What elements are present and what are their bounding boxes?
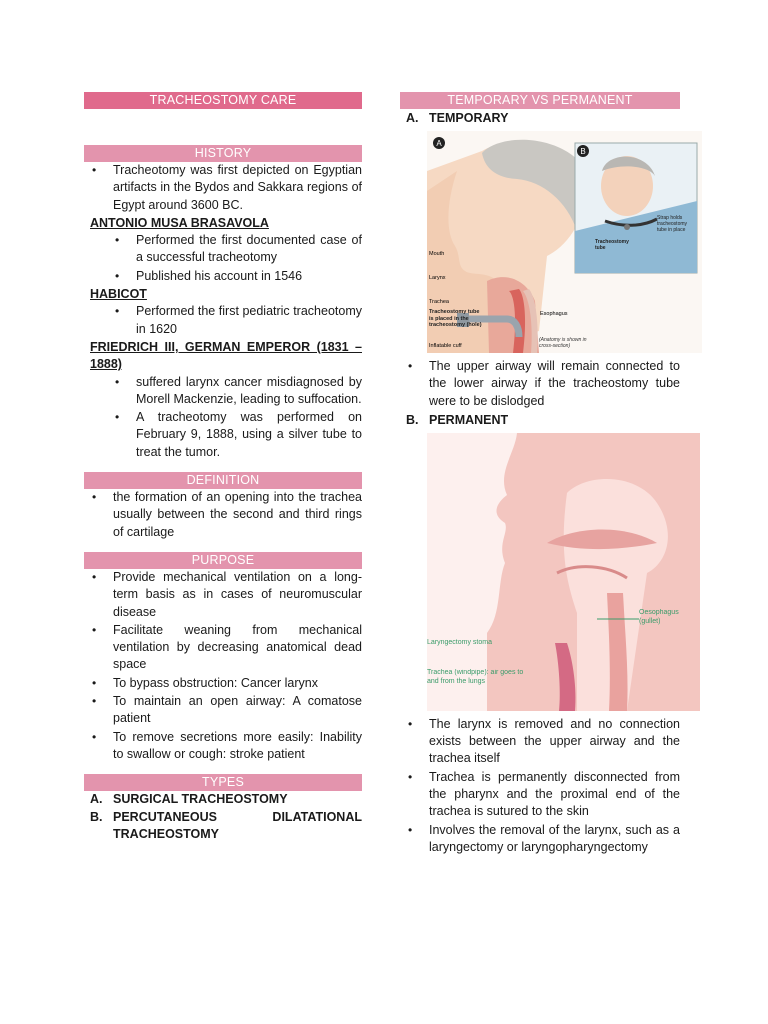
- permanent-illustration: [427, 433, 700, 711]
- label-anatomy: (Anatomy is shown in cross-section): [539, 337, 587, 349]
- purpose-item: • To bypass obstruction: Cancer larynx: [84, 675, 362, 692]
- label-trachea: Trachea: [429, 299, 449, 305]
- label-cuff: Inflatable cuff: [429, 343, 462, 349]
- person-heading-habicot: HABICOT: [90, 287, 147, 302]
- label-tube-b: Tracheostomy tube: [595, 239, 629, 251]
- temporary-item: • The upper airway will remain connected to the lower airway if the tracheostomy tube were to be dislodged: [400, 358, 680, 410]
- figure-label-a: A: [436, 139, 442, 148]
- label-trachea-windpipe: Trachea (windpipe): air goes to and from the lungs: [427, 668, 524, 685]
- left-column: [84, 92, 362, 843]
- list-item: • A tracheotomy was performed on February 9, 1888, using a silver tube to treat the tumor.: [84, 409, 362, 461]
- type-text: PERCUTANEOUS DILATATIONAL TRACHEOSTOMY: [113, 809, 362, 841]
- permanent-item: • Involves the removal of the larynx, such as a laryngectomy or laryngopharyngectomy: [400, 822, 680, 857]
- temporary-heading: [400, 109, 680, 127]
- definition-item: • the formation of an opening into the trachea usually between the second and third rings of cartilage: [84, 489, 362, 541]
- temporary-illustration: [427, 131, 702, 353]
- type-item: [84, 791, 362, 808]
- permanent-item: • The larynx is removed and no connection exists between the upper airway and the trachea itself: [400, 716, 680, 768]
- section-marker: A.: [406, 111, 419, 125]
- type-item: [84, 809, 362, 844]
- label-esophagus: Esophagus: [540, 311, 568, 317]
- label-oesophagus: Oesophagus (gullet): [639, 608, 679, 625]
- history-list: [84, 162, 362, 214]
- right-column: [400, 92, 688, 857]
- permanent-item: • Trachea is permanently disconnected from the pharynx and the proximal end of the trachea is sutured to the skin: [400, 769, 680, 821]
- list-item: • suffered larynx cancer misdiagnosed by Morell Mackenzie, leading to suffocation.: [84, 374, 362, 409]
- history-intro: • Tracheotomy was first depicted on Egyptian artifacts in the Bydos and Sakkara regions of Egypt around 3600 BC.: [84, 162, 362, 214]
- label-strap: Strap holds tracheostomy tube in place: [657, 215, 688, 233]
- temporary-tracheostomy-figure: [427, 131, 688, 356]
- types-heading: TYPES: [84, 774, 362, 791]
- list-item: • Performed the first pediatric tracheotomy in 1620: [84, 303, 362, 338]
- section-title: TEMPORARY: [429, 111, 509, 125]
- page-title: TRACHEOSTOMY CARE: [84, 92, 362, 109]
- purpose-item: • To maintain an open airway: A comatose patient: [84, 693, 362, 728]
- label-stoma: Laryngectomy stoma: [427, 638, 492, 646]
- type-text: SURGICAL TRACHEOSTOMY: [113, 792, 288, 807]
- purpose-heading: PURPOSE: [84, 552, 362, 569]
- person-heading-friedrich: FRIEDRICH III, GERMAN EMPEROR (1831 – 1888): [90, 339, 362, 372]
- figure-label-b: B: [580, 147, 586, 156]
- list-item: • Performed the first documented case of a successful tracheotomy: [84, 232, 362, 267]
- type-marker: B.: [90, 809, 103, 824]
- type-marker: A.: [90, 792, 103, 807]
- purpose-item: • Facilitate weaning from mechanical ventilation by decreasing anatomical dead space: [84, 622, 362, 674]
- label-larynx: Larynx: [429, 275, 446, 281]
- section-title: PERMANENT: [429, 412, 509, 427]
- purpose-item: • Provide mechanical ventilation on a long-term basis as in cases of neuromuscular disease: [84, 569, 362, 621]
- permanent-tracheostomy-figure: [427, 433, 680, 714]
- list-item: • Published his account in 1546: [84, 268, 362, 285]
- comparison-heading: TEMPORARY VS PERMANENT: [400, 92, 680, 109]
- purpose-item: • To remove secretions more easily: Inability to swallow or cough: stroke patient: [84, 729, 362, 764]
- definition-heading: DEFINITION: [84, 472, 362, 489]
- label-mouth: Mouth: [429, 251, 445, 257]
- section-marker: B.: [406, 412, 419, 427]
- history-heading: HISTORY: [84, 145, 362, 162]
- permanent-heading: [400, 411, 680, 429]
- label-tube: Tracheostomy tube is placed in the tracheostomy (hole): [429, 309, 482, 328]
- person-heading-brasavola: ANTONIO MUSA BRASAVOLA: [90, 215, 269, 230]
